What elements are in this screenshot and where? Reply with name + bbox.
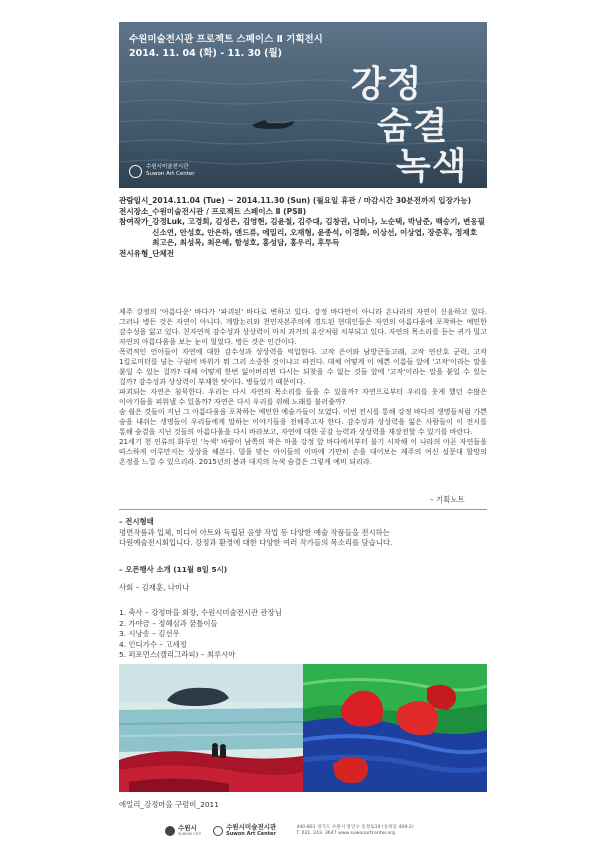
exhibition-series: 수원미술전시관 프로젝트 스페이스 Ⅱ 기획전시 — [129, 34, 323, 45]
essay-signature: – 기획노트 — [430, 495, 465, 504]
exhibition-dates: 2014. 11. 04 (화) - 11. 30 (월) — [129, 48, 282, 59]
essay-paragraph: 제주 강정의 '아름다운' 바다가 '파괴된' 바다로 변하고 있다. 강정 바다만이 아니라 온나라의 자연이 신음하고 있다. 그러나 병든 것은 자연이 아니다. 개발논리와 천민자본주의에 경도된 현대인들은 자연의 아름다움에 포착하는 예민한 감수성을 잃고 있다. 친자연적 감수성과 상상력이 마치 과거의 유산처럼 치부되고 있다. 자연의 목소리를 듣는 귀가 멀고 자연의 아름다움을 보는 눈이 멀었다. 병든 것은 인간이다. — [119, 307, 487, 346]
opening-host: 사회 – 김재훈, 나미나 — [119, 582, 190, 592]
exhibit-format-text-2: 다원예술전시회입니다. 강정과 환경에 대한 다양한 여러 작가들의 목소리를 담습니다. — [119, 538, 393, 547]
suwon-city-logo-icon — [165, 826, 175, 836]
art-center-footer-icon — [213, 826, 223, 836]
art-center-logo-icon — [129, 165, 142, 178]
hero-logo-kr: 수원시미술전시관 — [146, 164, 189, 170]
section-divider — [119, 509, 487, 510]
footer-phone-web: T. 031. 243. 3647 www.suwonartcenter.org — [296, 831, 395, 836]
suwon-city-logo — [165, 825, 201, 837]
art-center-logo — [213, 824, 276, 838]
center-name-kr: 수원시미술전시관 — [226, 823, 277, 831]
program-item: 3. 시낭송 – 김선우 — [119, 629, 180, 638]
essay-paragraph: 파괴되는 자연은 침묵한다. 우리는 다시 자연의 목소리를 들을 수 있을까? 자연으로부터 우리를 웃게 했던 수많은 이야기들을 피워낼 수 있을까? 자연은 다시 우리를 위해 노래를 불러줄까? — [119, 387, 487, 406]
opening-heading: – 오픈행사 소개 (11월 8일 5시) — [119, 565, 228, 574]
hero-logo-en: Suwon Art Center — [146, 171, 195, 177]
footer — [165, 820, 495, 842]
exhibition-info — [119, 196, 491, 260]
city-logo-sub: SUWON CITY — [178, 832, 202, 836]
opening-section — [119, 565, 491, 593]
period-label: 관람일시_ — [119, 196, 153, 205]
curatorial-essay — [119, 307, 487, 467]
hero-logo — [129, 164, 195, 178]
center-name-en: Suwon Art Center — [226, 831, 276, 837]
exhibit-format-section — [119, 517, 491, 549]
essay-paragraph: 21세기 천 인류의 화두인 '녹색' 바람이 남쪽의 작은 마을 강정 앞 바다에서부터 불기 시작해 이 나라의 아픈 자연들을 따스하게 어루만지는 상상을 해본다. 멀을 맞는 아이들의 이마에 가만히 손을 대어보는 제주의 여신 설문대 할망의 온정을 느낄 수 있으리라. 2015년의 봄과 대지의 녹색 숨결은 그렇게 예비 되리라. — [119, 437, 487, 466]
program-item: 4. 인디가수 – 고세정 — [119, 639, 187, 649]
artists-line-1: 강정Luk, 고경회, 김성은, 김영현, 김윤철, 김주대, 김창권, 나미나, 노순택, 박남준, 백승기, 변웅필 — [152, 217, 485, 227]
opening-program — [119, 608, 282, 661]
artists-line-2: 신소연, 안성호, 안은하, 앤드류, 에밀리, 오재형, 윤종석, 이경화, 이상선, 이상엽, 장준후, 정재호 — [152, 227, 478, 237]
exhibit-format-text-1: 평면작품과 입체, 미디어 아트와 독립된 음향 작업 등 다양한 예술 작품들을 전시하는 — [119, 527, 390, 537]
program-item: 2. 가야금 – 정혜심과 꿈틀이들 — [119, 618, 218, 628]
venue-label: 전시장소_ — [119, 206, 153, 216]
title-line-2: 숨결 — [377, 106, 449, 147]
artwork-left — [119, 664, 303, 792]
program-item: 1. 축사 – 강정마을 회장, 수원시미술전시관 관장님 — [119, 608, 282, 617]
type-label: 전시유형_ — [119, 248, 153, 258]
essay-paragraph: 숨 쉴은 것들이 지닌 그 아름다움을 포착하는 예민한 예술가들이 모였다. 이번 전시를 통해 강정 바다의 생명들처럼 가쁜 숨을 내쉬는 생명들이 우리들에게 말하는 이야기들을 전해주고자 한다. 감수성과 상상력을 잃은 사람들이 이 전시를 통해 숨결을 지닌 것들의 아름다움을 다시 바라보고, 자연에 대한 공감 능력과 상상력을 재장전할 수 있기를 바란다. — [119, 407, 487, 436]
exhibit-format-heading: – 전시형태 — [119, 517, 154, 526]
artwork-right — [303, 664, 487, 792]
artwork-caption: 에밀리_강정마을 구럼비_2011 — [119, 800, 219, 809]
venue-value: 수원미술전시관 / 프로젝트 스페이스 Ⅱ (PSⅡ) — [152, 206, 307, 216]
footer-address: 440-801 경기도 수원시 장안구 송정로19 (송죽동 409-2) — [296, 824, 414, 830]
poster-hero — [119, 22, 487, 188]
city-logo-name: 수원시 — [178, 824, 197, 832]
artists-line-3: 최고은, 최성목, 최은혜, 함성호, 홍성담, 홍우리, 후투득 — [152, 238, 340, 248]
title-line-1: 강정 — [351, 64, 423, 105]
type-value: 단체전 — [152, 248, 175, 258]
title-line-3: 녹색 — [396, 146, 468, 187]
footer-contact — [296, 825, 413, 838]
artists-label: 참여작가_ — [119, 217, 153, 227]
period-value: 2014.11.04 (Tue) ~ 2014.11.30 (Sun) (월요일 휴관 / 마감시간 30분전까지 입장가능) — [152, 196, 472, 205]
program-item: 5. 퍼포먼스(캘리그라피) – 최루시아 — [119, 650, 236, 659]
essay-paragraph: 폭력적인 언어들이 자연에 대한 감수성과 상상력을 억압한다. 고작 은어와 남방큰돌고래, 고작 연산호 군락, 고작 1킬로미터를 넘는 구럼비 바위가 뭐 그리 소중한 것이냐고 따진다. 대체 어떻게 이 예쁜 이름들 앞에 '고작'이라는 말을 붙일 수 있는 걸까? 대체 어떻게 한번 잃어버리면 다시는 되찾을 수 없는 것들 앞에 '고작'이라는 말을 붙일 수 있는 걸까? 감수성과 상상력이 부재한 탓이다. 병들었기 때문이다. — [119, 347, 487, 386]
